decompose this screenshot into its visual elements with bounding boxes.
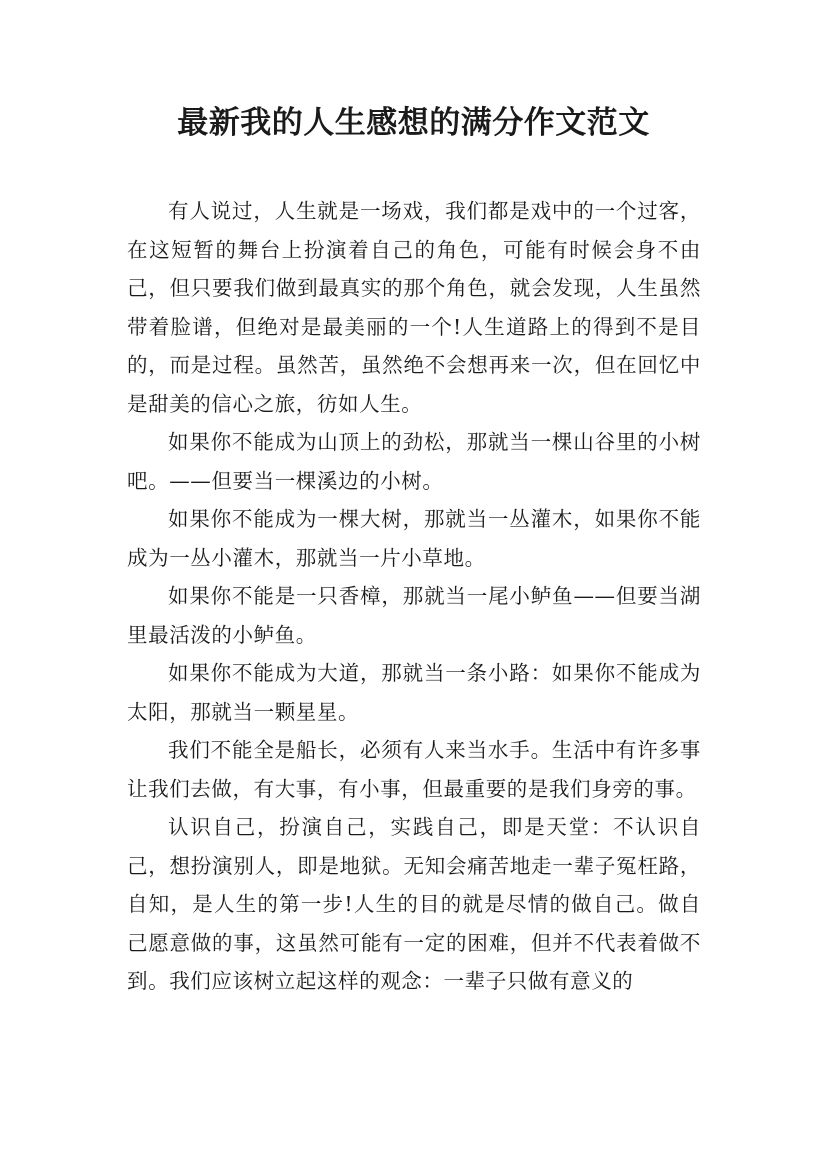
document-title: 最新我的人生感想的满分作文范文 bbox=[177, 105, 650, 141]
paragraph: 如果你不能成为山顶上的劲松，那就当一棵山谷里的小树吧。——但要当一棵溪边的小树。 bbox=[127, 430, 701, 493]
paragraph: 如果你不能是一只香樟，那就当一尾小鲈鱼——但要当湖里最活泼的小鲈鱼。 bbox=[127, 584, 701, 647]
paragraph: 有人说过，人生就是一场戏，我们都是戏中的一个过客，在这短暂的舞台上扮演着自己的角色，可能有时候会身不由己，但只要我们做到最真实的那个角色，就会发现，人生虽然带着脸谱，但绝对是最美丽的一个!人生道路上的得到不是目的，而是过程。虽然苦，虽然绝不会想再来一次，但在回忆中是甜美的信心之旅，彷如人生。 bbox=[127, 199, 701, 416]
document-body bbox=[127, 192, 701, 1001]
paragraph: 我们不能全是船长，必须有人来当水手。生活中有许多事让我们去做，有大事，有小事，但最重要的是我们身旁的事。 bbox=[127, 738, 701, 801]
paragraph: 如果你不能成为一棵大树，那就当一丛灌木，如果你不能成为一丛小灌木，那就当一片小草地。 bbox=[127, 507, 701, 570]
paragraph: 如果你不能成为大道，那就当一条小路：如果你不能成为太阳，那就当一颗星星。 bbox=[127, 661, 701, 724]
paragraph: 认识自己，扮演自己，实践自己，即是天堂：不认识自己，想扮演别人，即是地狱。无知会痛苦地走一辈子冤枉路，自知，是人生的第一步!人生的目的就是尽情的做自己。做自己愿意做的事，这虽然可能有一定的困难，但并不代表着做不到。我们应该树立起这样的观念：一辈子只做有意义的 bbox=[127, 815, 701, 993]
